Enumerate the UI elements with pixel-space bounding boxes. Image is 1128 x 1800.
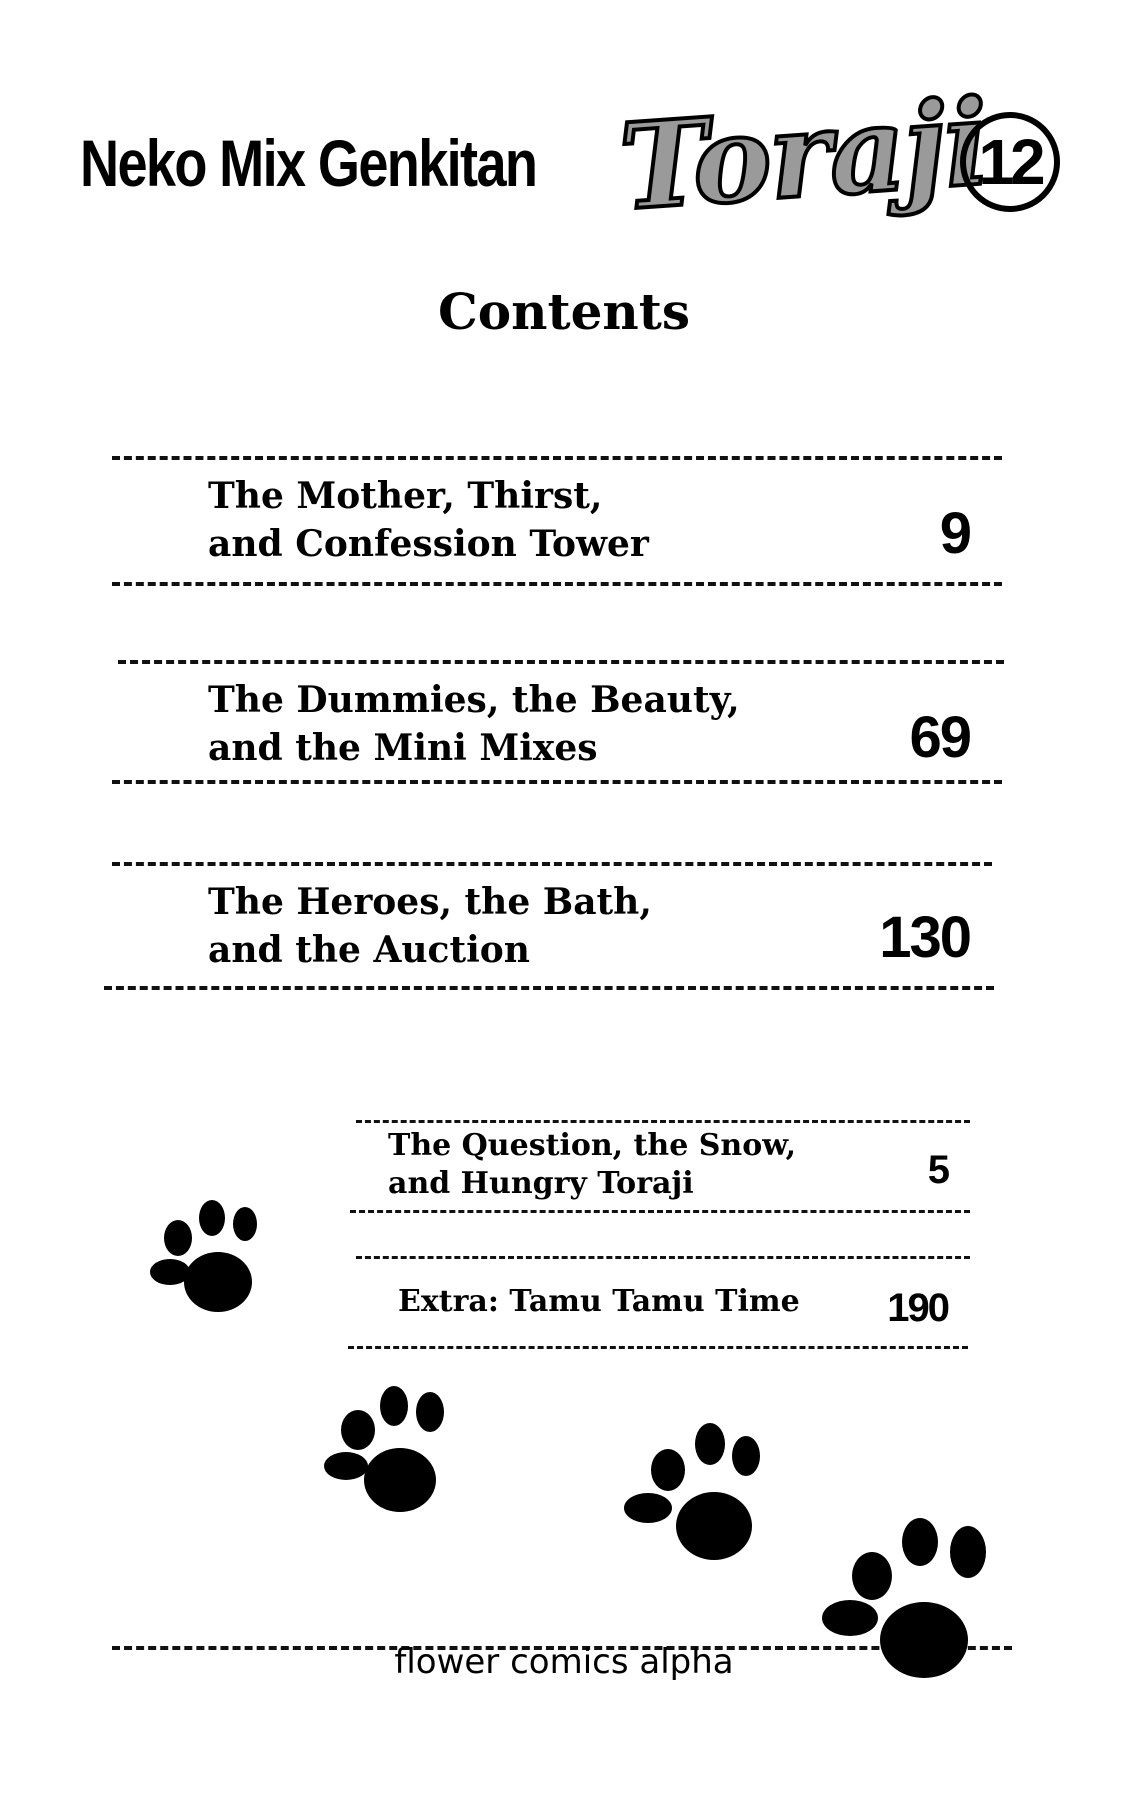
paw-print-icon (322, 1378, 462, 1518)
divider-line (118, 660, 1004, 664)
chapter-3-page: 130 (879, 905, 970, 970)
contents-heading: Contents (437, 282, 690, 341)
divider-line (350, 1210, 970, 1213)
paw-print-icon (622, 1418, 772, 1568)
chapter-3-title-line2: and the Auction (208, 929, 530, 971)
divider-line (104, 986, 994, 990)
toraji-logo: Toraji (615, 72, 992, 237)
publisher-label: flower comics alpha (394, 1642, 734, 1682)
volume-badge: 12 (960, 112, 1060, 212)
extra-2-title: Extra: Tamu Tamu Time (398, 1284, 800, 1319)
chapter-1-page: 9 (939, 501, 970, 566)
series-title: Neko Mix Genkitan (80, 126, 537, 200)
divider-line (356, 1256, 970, 1259)
extra-2-page: 190 (887, 1286, 948, 1330)
extra-1-title-line2: and Hungry Toraji (388, 1166, 694, 1201)
paw-print-icon (150, 1200, 270, 1320)
divider-line (112, 780, 1002, 784)
extra-1-title-line1: The Question, the Snow, (388, 1128, 797, 1163)
extra-1-page: 5 (927, 1148, 948, 1192)
paw-print-icon (820, 1508, 1000, 1688)
divider-line (112, 862, 992, 866)
divider-line (348, 1346, 968, 1349)
chapter-3-title-line1: The Heroes, the Bath, (208, 881, 652, 923)
divider-line (112, 582, 1002, 586)
divider-line (112, 456, 1002, 460)
chapter-1-title-line2: and Confession Tower (208, 523, 649, 565)
chapter-2-page: 69 (909, 705, 970, 770)
chapter-2-title-line1: The Dummies, the Beauty, (208, 679, 740, 721)
chapter-1-title-line1: The Mother, Thirst, (208, 475, 603, 517)
chapter-2-title-line2: and the Mini Mixes (208, 727, 598, 769)
divider-line (356, 1120, 970, 1123)
